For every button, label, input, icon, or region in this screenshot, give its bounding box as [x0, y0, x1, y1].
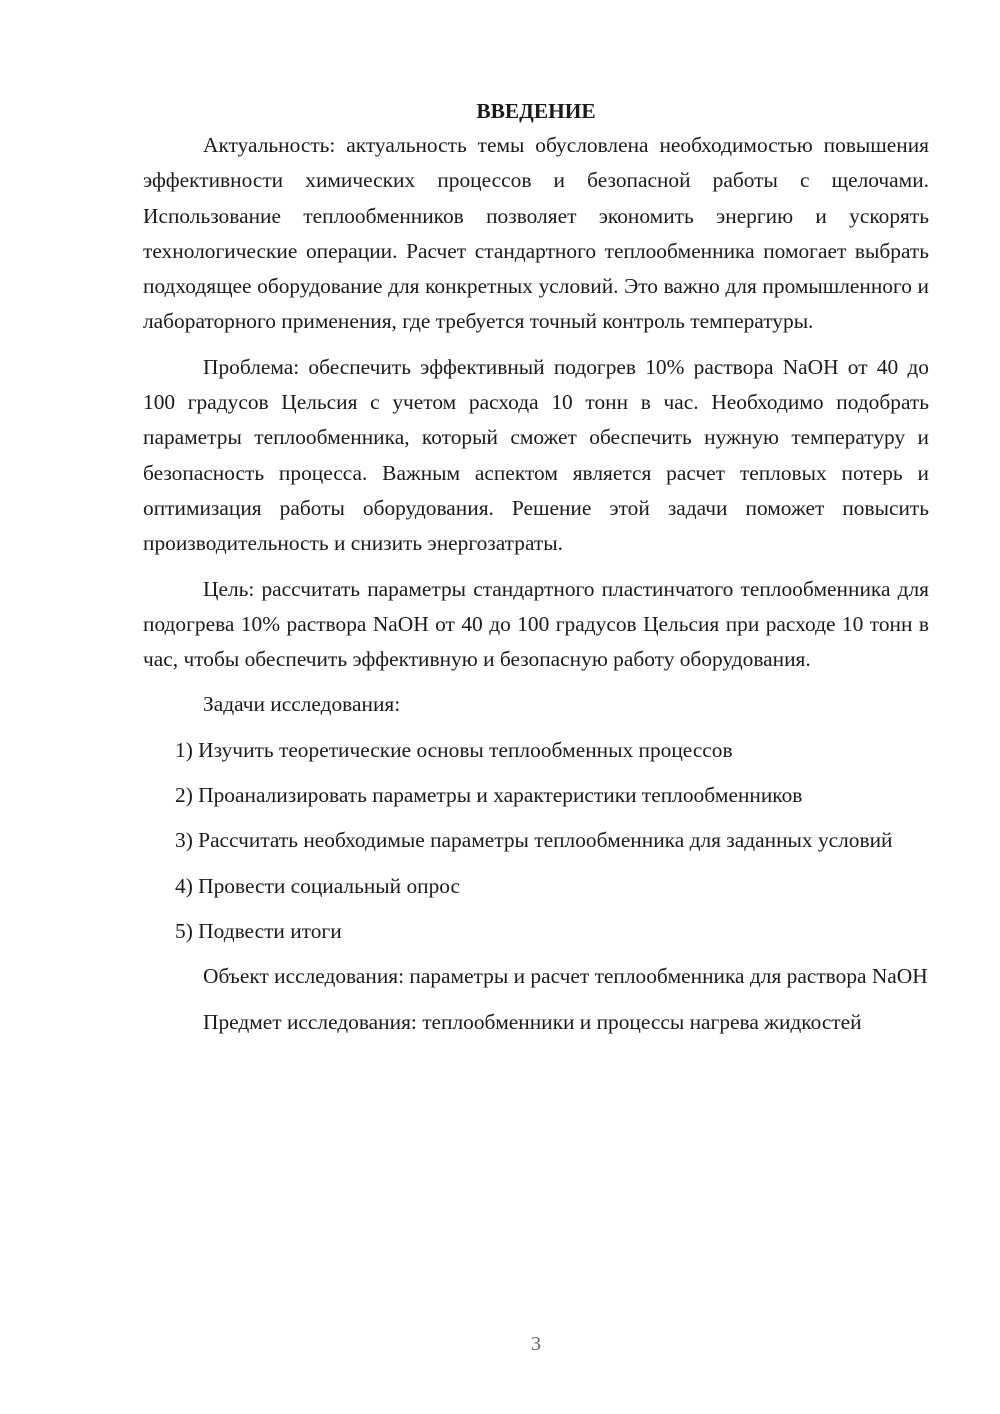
- page-content: [143, 96, 929, 1040]
- relevance-paragraph: Актуальность: актуальность темы обусловлена необходимостью повышения эффективности химических процессов и безопасной работы с щелочами. Использование теплообменников позволяет экономить энергию и ускорять технологические операции. Расчет стандартного теплообменника помогает выбрать подходящее оборудование для конкретных условий. Это важно для промышленного и лабораторного применения, где требуется точный контроль температуры.: [143, 133, 929, 334]
- subject-paragraph: Предмет исследования: теплообменники и процессы нагрева жидкостей: [203, 1009, 862, 1034]
- task-item: 2) Проанализировать параметры и характеристики теплообменников: [175, 783, 803, 808]
- task-item: 4) Провести социальный опрос: [175, 873, 461, 898]
- task-item: 3) Рассчитать необходимые параметры теплообменника для заданных условий: [175, 828, 893, 853]
- tasks-title: Задачи исследования:: [203, 692, 401, 717]
- page-number: 3: [531, 1333, 541, 1355]
- task-item: 5) Подвести итоги: [175, 918, 342, 943]
- problem-paragraph: Проблема: обеспечить эффективный подогрев 10% раствора NaOH от 40 до 100 градусов Цельсия с учетом расхода 10 тонн в час. Необходимо подобрать параметры теплообменника, который сможет обеспечить нужную температуру и безопасность процесса. Важным аспектом является расчет тепловых потерь и оптимизация работы оборудования. Решение этой задачи поможет повысить производительность и снизить энергозатраты.: [143, 354, 929, 556]
- section-heading: ВВЕДЕНИЕ: [476, 99, 596, 123]
- task-item: 1) Изучить теоретические основы теплообменных процессов: [175, 737, 733, 762]
- goal-paragraph: Цель: рассчитать параметры стандартного пластинчатого теплообменника для подогрева 10% раствора NaOH от 40 до 100 градусов Цельсия при расходе 10 тонн в час, чтобы обеспечить эффективную и безопасную работу оборудования.: [143, 576, 929, 672]
- object-paragraph: Объект исследования: параметры и расчет теплообменника для раствора NaOH: [203, 964, 928, 989]
